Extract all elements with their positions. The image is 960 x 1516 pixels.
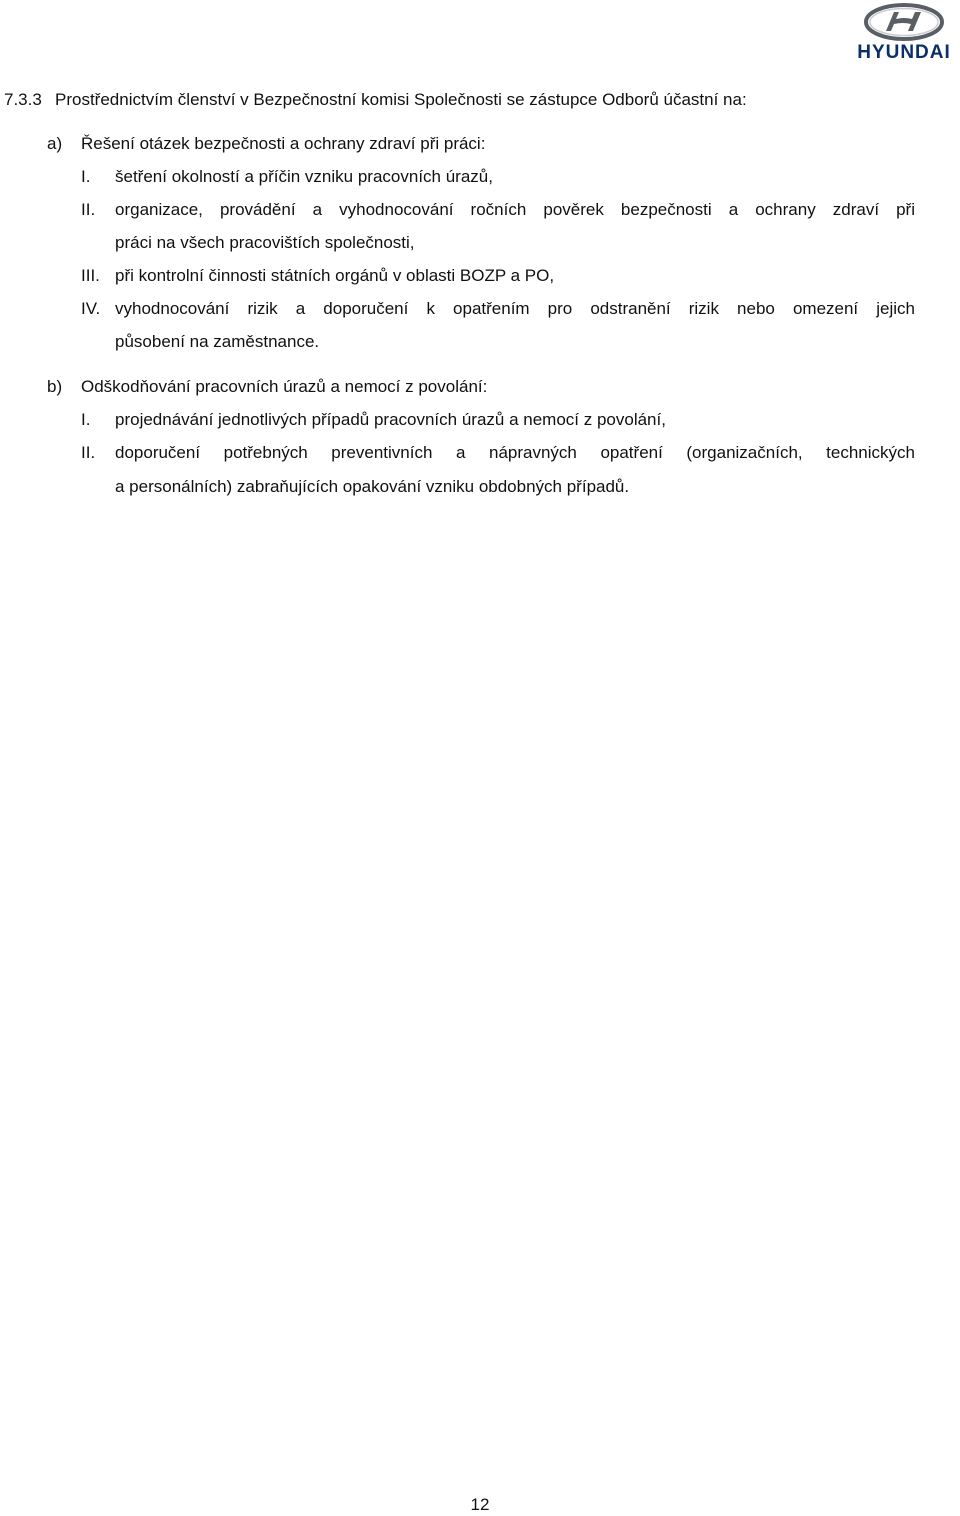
group-b-title: Odškodňování pracovních úrazů a nemocí z povolání: [81,377,488,396]
section-number: 7.3.3 [4,90,42,109]
group-b-marker: b) [47,377,63,396]
item-a-3-text: při kontrolní činnosti státních orgánů v oblasti BOZP a PO, [115,266,555,285]
logo-wordmark: HYUNDAI [857,42,951,63]
item-a-2-marker: II. [81,200,96,219]
item-a-4-text-line1: vyhodnocování rizik a doporučení k opatřením pro odstranění rizik nebo omezení jejich [115,299,915,318]
section-title: Prostřednictvím členství v Bezpečnostní komisi Společnosti se zástupce Odborů účastní na: [55,90,747,109]
item-b-2-text-line1: doporučení potřebných preventivních a nápravných opatření (organizačních, technických [115,443,915,462]
hyundai-logo [852,2,956,66]
item-a-4-text-line2: působení na zaměstnance. [115,332,320,351]
item-b-1-marker: I. [81,410,91,429]
item-a-4-marker: IV. [81,299,101,318]
item-b-2-marker: II. [81,443,96,462]
item-b-2-text-line2: a personálních) zabraňujících opakování vzniku obdobných případů. [115,477,630,496]
item-b-1-text: projednávání jednotlivých případů pracovních úrazů a nemocí z povolání, [115,410,666,429]
page-number: 12 [470,1495,490,1514]
item-a-2-text-line1: organizace, provádění a vyhodnocování ročních pověrek bezpečnosti a ochrany zdraví při [115,200,915,219]
item-a-3-marker: III. [81,266,100,285]
item-a-2-text-line2: práci na všech pracovištích společnosti, [115,233,415,252]
hyundai-logo-icon [852,2,956,42]
item-a-1-marker: I. [81,167,91,186]
group-a-marker: a) [47,134,63,153]
group-a-title: Řešení otázek bezpečnosti a ochrany zdraví při práci: [81,134,486,153]
item-a-1-text: šetření okolností a příčin vzniku pracovních úrazů, [115,167,493,186]
